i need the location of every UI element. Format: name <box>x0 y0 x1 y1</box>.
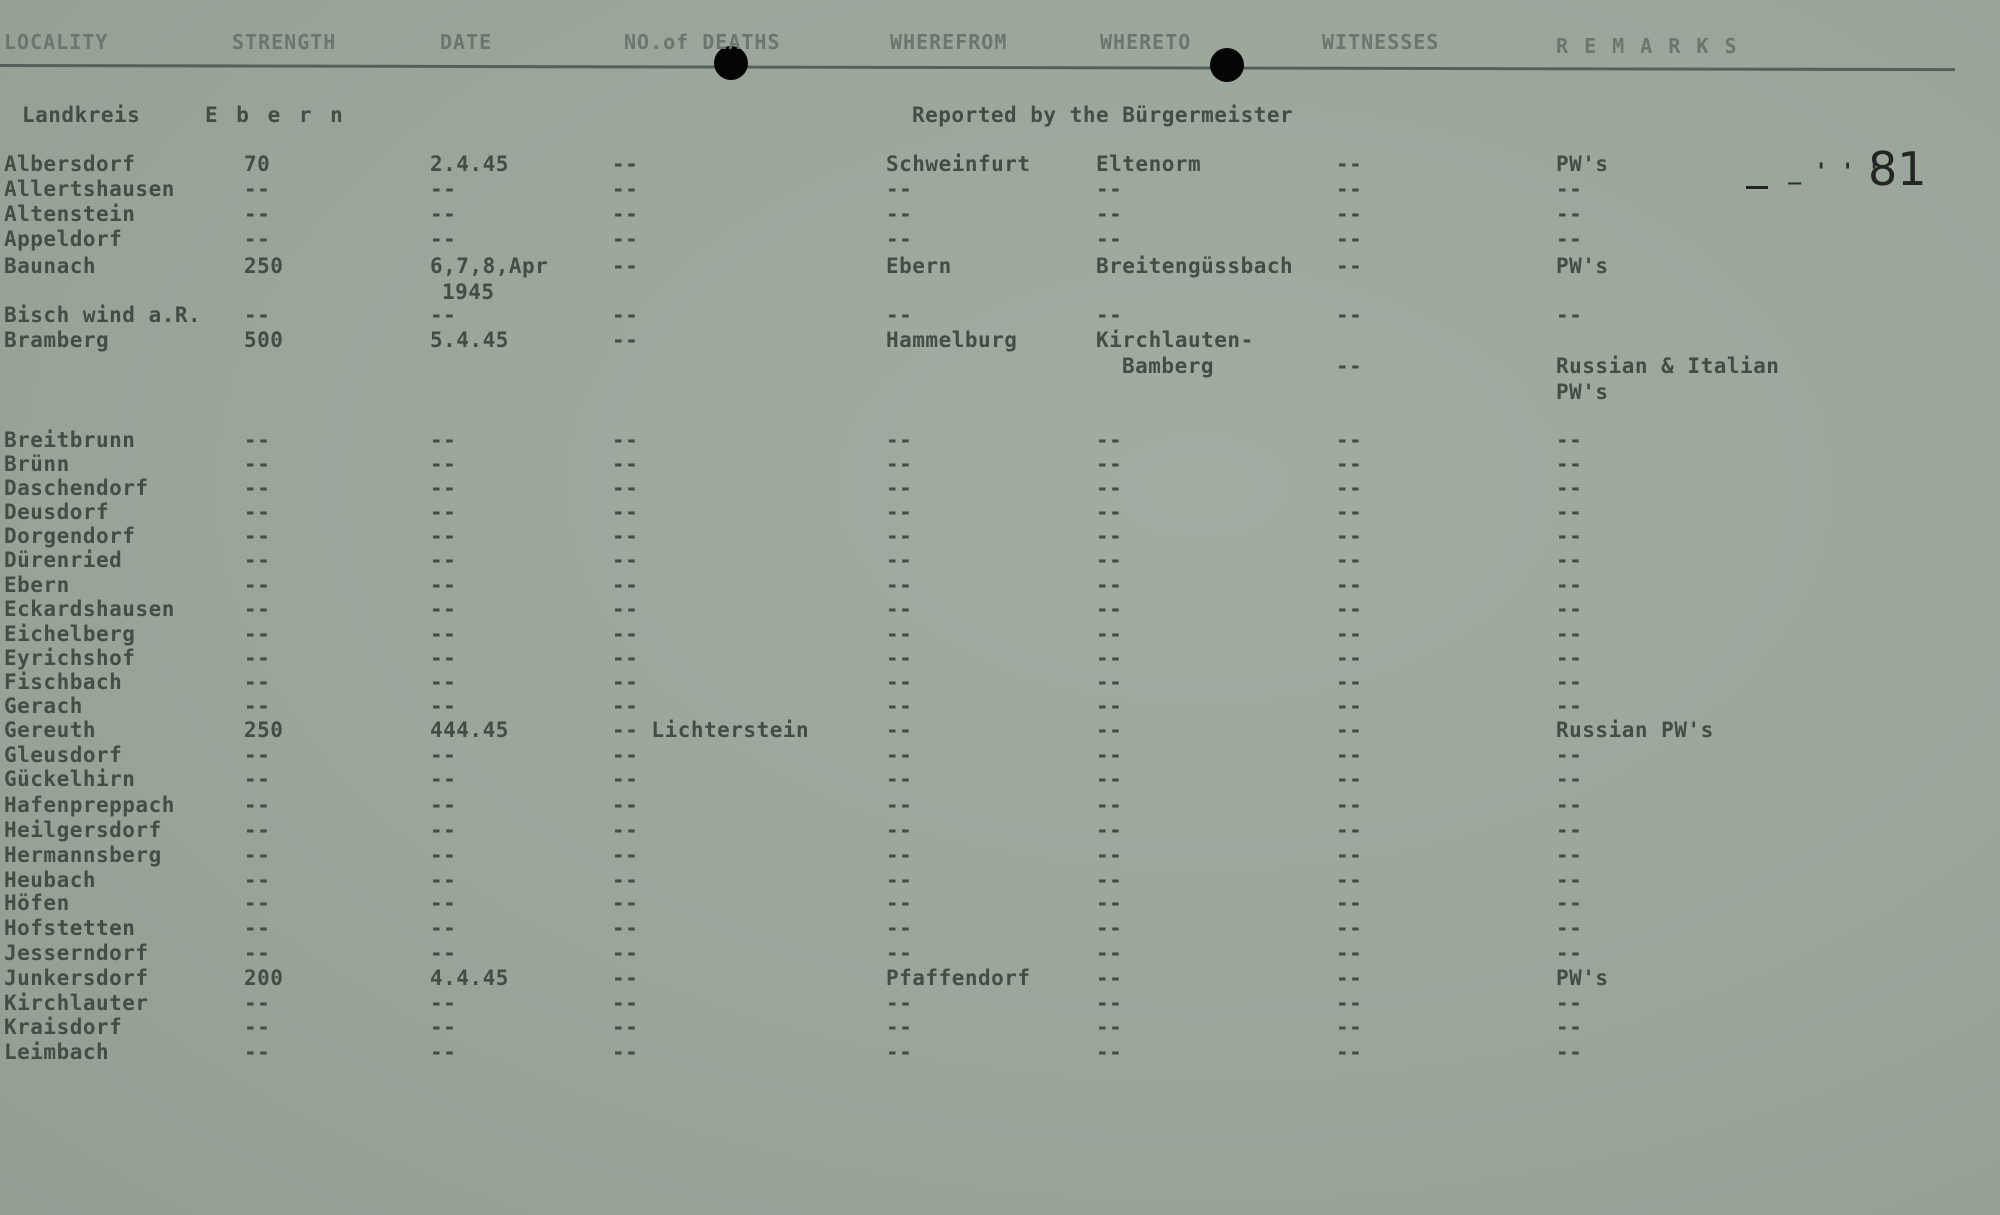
cell-strength: 70 <box>244 152 271 176</box>
cell-locality: Hermannsberg <box>4 843 162 867</box>
cell-whereto: -- <box>1096 891 1123 915</box>
cell-wherefrom: Hammelburg <box>886 328 1018 352</box>
cell-date: -- <box>430 843 457 867</box>
cell-deaths: -- <box>612 694 639 718</box>
card-number: 81 <box>1868 142 1927 196</box>
cell-deaths: -- <box>612 1015 639 1039</box>
cell-wherefrom: -- <box>886 868 913 892</box>
cell-wherefrom: -- <box>886 500 913 524</box>
cell-remarks: -- <box>1556 694 1583 718</box>
cell-strength: -- <box>244 202 271 226</box>
cell-locality: Heilgersdorf <box>4 818 162 842</box>
cell-remarks: -- <box>1556 500 1583 524</box>
cell-remarks: -- <box>1556 524 1583 548</box>
cell-deaths: -- <box>612 868 639 892</box>
cell-remarks: -- <box>1556 1040 1583 1064</box>
cell-witnesses: -- <box>1336 476 1363 500</box>
cell-strength: -- <box>244 743 271 767</box>
cell-date: -- <box>430 767 457 791</box>
cell-whereto: -- <box>1096 202 1123 226</box>
cell-date: -- <box>430 991 457 1015</box>
cell-locality: Jesserndorf <box>4 941 149 965</box>
cell-remarks: -- <box>1556 452 1583 476</box>
cell-whereto: -- <box>1096 793 1123 817</box>
cell-wherefrom: -- <box>886 670 913 694</box>
cell-witnesses: -- <box>1336 202 1363 226</box>
cell-whereto: -- <box>1096 670 1123 694</box>
cell-witnesses: -- <box>1336 767 1363 791</box>
cell-date: -- <box>430 1040 457 1064</box>
cell-locality: Kraisdorf <box>4 1015 123 1039</box>
cell-date: -- <box>430 573 457 597</box>
cell-remarks: -- <box>1556 843 1583 867</box>
cell-wherefrom: -- <box>886 597 913 621</box>
cell-locality: Appeldorf <box>4 227 123 251</box>
cell-witnesses: -- <box>1336 743 1363 767</box>
cell-date: -- <box>430 941 457 965</box>
cell-locality: Eyrichshof <box>4 646 136 670</box>
cell-date: -- <box>430 818 457 842</box>
punch-hole-right <box>1210 48 1244 82</box>
cell-wherefrom: -- <box>886 941 913 965</box>
cell-strength: -- <box>244 597 271 621</box>
cell-date: -- <box>430 670 457 694</box>
cell-whereto-continued: Bamberg <box>1122 354 1215 378</box>
cell-date: -- <box>430 891 457 915</box>
cell-whereto: -- <box>1096 818 1123 842</box>
cell-strength: -- <box>244 500 271 524</box>
district-label: Landkreis <box>22 103 141 127</box>
cell-wherefrom: -- <box>886 718 913 742</box>
cell-wherefrom: -- <box>886 622 913 646</box>
cell-strength: -- <box>244 428 271 452</box>
cell-witnesses: -- <box>1336 500 1363 524</box>
cell-locality: Gückelhirn <box>4 767 136 791</box>
cell-remarks: -- <box>1556 227 1583 251</box>
cell-strength: -- <box>244 670 271 694</box>
cell-locality: Breitbrunn <box>4 428 136 452</box>
cell-witnesses: -- <box>1336 177 1363 201</box>
cell-locality: Bisch wind a.R. <box>4 303 202 327</box>
cell-strength: 500 <box>244 328 284 352</box>
cell-strength: -- <box>244 227 271 251</box>
cell-wherefrom: -- <box>886 177 913 201</box>
cell-locality: Leimbach <box>4 1040 110 1064</box>
cell-deaths: -- <box>612 152 639 176</box>
cell-witnesses: -- <box>1336 818 1363 842</box>
cell-witnesses: -- <box>1336 548 1363 572</box>
cell-wherefrom: -- <box>886 476 913 500</box>
cell-date: -- <box>430 548 457 572</box>
cell-locality: Baunach <box>4 254 97 278</box>
cell-whereto: -- <box>1096 303 1123 327</box>
cell-whereto: -- <box>1096 694 1123 718</box>
cell-witnesses: -- <box>1336 428 1363 452</box>
cell-strength: -- <box>244 916 271 940</box>
cell-strength: 250 <box>244 254 284 278</box>
cell-whereto: -- <box>1096 843 1123 867</box>
cell-whereto: -- <box>1096 767 1123 791</box>
cell-deaths: -- <box>612 916 639 940</box>
cell-deaths: -- <box>612 202 639 226</box>
cell-date: -- <box>430 694 457 718</box>
cell-deaths: -- <box>612 843 639 867</box>
cell-remarks: -- <box>1556 646 1583 670</box>
cell-witnesses: -- <box>1336 152 1363 176</box>
cell-locality: Heubach <box>4 868 97 892</box>
cell-remarks: -- <box>1556 303 1583 327</box>
cell-remarks: -- <box>1556 818 1583 842</box>
cell-witnesses: -- <box>1336 354 1363 378</box>
cell-locality: Fischbach <box>4 670 123 694</box>
cell-deaths: -- <box>612 524 639 548</box>
cell-strength: -- <box>244 891 271 915</box>
cell-witnesses: -- <box>1336 646 1363 670</box>
header-date: DATE <box>440 30 493 54</box>
cell-whereto: Eltenorm <box>1096 152 1202 176</box>
cell-wherefrom: -- <box>886 793 913 817</box>
cell-date: -- <box>430 227 457 251</box>
cell-remarks: -- <box>1556 793 1583 817</box>
cell-locality: Dürenried <box>4 548 123 572</box>
cell-wherefrom: -- <box>886 843 913 867</box>
cell-whereto: -- <box>1096 524 1123 548</box>
cell-whereto: -- <box>1096 1040 1123 1064</box>
cell-deaths: -- <box>612 1040 639 1064</box>
cell-date: -- <box>430 452 457 476</box>
cell-strength: -- <box>244 646 271 670</box>
cell-remarks: PW's <box>1556 966 1609 990</box>
cell-wherefrom: -- <box>886 1040 913 1064</box>
cell-remarks: -- <box>1556 991 1583 1015</box>
corner-dash <box>1746 186 1768 189</box>
cell-whereto: -- <box>1096 868 1123 892</box>
cell-deaths: -- <box>612 500 639 524</box>
cell-remarks: -- <box>1556 868 1583 892</box>
header-wherefrom: WHEREFROM <box>890 30 1008 54</box>
cell-date: -- <box>430 868 457 892</box>
cell-witnesses: -- <box>1336 622 1363 646</box>
cell-locality: Höfen <box>4 891 70 915</box>
cell-whereto: -- <box>1096 227 1123 251</box>
cell-whereto: -- <box>1096 428 1123 452</box>
cell-wherefrom: -- <box>886 916 913 940</box>
cell-strength: -- <box>244 843 271 867</box>
cell-whereto: -- <box>1096 1015 1123 1039</box>
cell-deaths: -- <box>612 767 639 791</box>
cell-strength: -- <box>244 868 271 892</box>
cell-locality: Hafenpreppach <box>4 793 175 817</box>
cell-date: 5.4.45 <box>430 328 509 352</box>
cell-strength: -- <box>244 573 271 597</box>
cell-strength: -- <box>244 476 271 500</box>
cell-witnesses: -- <box>1336 694 1363 718</box>
cell-deaths: -- <box>612 966 639 990</box>
cell-witnesses: -- <box>1336 941 1363 965</box>
cell-wherefrom: -- <box>886 428 913 452</box>
cell-date: -- <box>430 202 457 226</box>
header-locality: LOCALITY <box>4 30 109 54</box>
cell-strength: -- <box>244 524 271 548</box>
cell-deaths: -- <box>612 573 639 597</box>
cell-remarks: -- <box>1556 202 1583 226</box>
cell-date: 2.4.45 <box>430 152 509 176</box>
cell-locality: Daschendorf <box>4 476 149 500</box>
cell-locality: Hofstetten <box>4 916 136 940</box>
cell-strength: -- <box>244 303 271 327</box>
cell-remarks: -- <box>1556 573 1583 597</box>
cell-wherefrom: -- <box>886 303 913 327</box>
cell-strength: -- <box>244 818 271 842</box>
cell-whereto: -- <box>1096 941 1123 965</box>
reported-by: Reported by the Bürgermeister <box>912 103 1294 127</box>
header-witnesses: WITNESSES <box>1322 30 1440 54</box>
cell-deaths: -- <box>612 227 639 251</box>
cell-deaths: -- <box>612 177 639 201</box>
cell-witnesses: -- <box>1336 718 1363 742</box>
cell-whereto: -- <box>1096 622 1123 646</box>
header-deaths: NO.of DEATHS <box>624 30 781 54</box>
cell-witnesses: -- <box>1336 670 1363 694</box>
cell-wherefrom: -- <box>886 646 913 670</box>
cell-locality: Brünn <box>4 452 70 476</box>
cell-whereto: -- <box>1096 743 1123 767</box>
cell-deaths: -- <box>612 743 639 767</box>
cell-date: -- <box>430 916 457 940</box>
cell-whereto: -- <box>1096 548 1123 572</box>
cell-strength: -- <box>244 991 271 1015</box>
cell-locality: Altenstein <box>4 202 136 226</box>
cell-witnesses: -- <box>1336 916 1363 940</box>
cell-deaths: -- <box>612 428 639 452</box>
cell-whereto: Breitengüssbach <box>1096 254 1294 278</box>
cell-remarks: Russian PW's <box>1556 718 1714 742</box>
cell-strength: -- <box>244 1040 271 1064</box>
cell-locality: Gerach <box>4 694 83 718</box>
cell-locality: Dorgendorf <box>4 524 136 548</box>
cell-whereto: -- <box>1096 452 1123 476</box>
cell-wherefrom: -- <box>886 548 913 572</box>
cell-date: -- <box>430 500 457 524</box>
cell-deaths: -- <box>612 548 639 572</box>
cell-date-continued: 1945 <box>442 280 495 304</box>
cell-deaths: -- <box>612 646 639 670</box>
cell-remarks: -- <box>1556 428 1583 452</box>
cell-strength: -- <box>244 1015 271 1039</box>
cell-strength: -- <box>244 622 271 646</box>
cell-wherefrom: -- <box>886 1015 913 1039</box>
cell-strength: -- <box>244 793 271 817</box>
cell-whereto: -- <box>1096 476 1123 500</box>
cell-deaths: -- <box>612 941 639 965</box>
cell-witnesses: -- <box>1336 524 1363 548</box>
cell-date: 4.4.45 <box>430 966 509 990</box>
header-rule <box>0 64 1955 71</box>
cell-witnesses: -- <box>1336 1040 1363 1064</box>
cell-wherefrom: Ebern <box>886 254 952 278</box>
corner-mark: _ ' ' ' <box>1788 160 1881 185</box>
cell-deaths: -- <box>612 622 639 646</box>
cell-witnesses: -- <box>1336 227 1363 251</box>
cell-witnesses: -- <box>1336 793 1363 817</box>
cell-date: -- <box>430 646 457 670</box>
cell-deaths: -- <box>612 303 639 327</box>
cell-strength: -- <box>244 767 271 791</box>
cell-wherefrom: Pfaffendorf <box>886 966 1031 990</box>
cell-deaths: -- <box>612 670 639 694</box>
cell-date: -- <box>430 793 457 817</box>
cell-locality: Deusdorf <box>4 500 110 524</box>
cell-remarks: -- <box>1556 622 1583 646</box>
cell-date: 6,7,8,Apr <box>430 254 549 278</box>
cell-remarks: Russian & Italian <box>1556 354 1780 378</box>
cell-locality: Kirchlauter <box>4 991 149 1015</box>
header-remarks: R E M A R K S <box>1556 34 1739 58</box>
cell-strength: -- <box>244 452 271 476</box>
cell-locality: Eckardshausen <box>4 597 175 621</box>
cell-strength: -- <box>244 548 271 572</box>
cell-date: -- <box>430 1015 457 1039</box>
cell-deaths: -- <box>612 254 639 278</box>
cell-locality: Gleusdorf <box>4 743 123 767</box>
cell-remarks: -- <box>1556 476 1583 500</box>
cell-locality: Ebern <box>4 573 70 597</box>
cell-date: -- <box>430 428 457 452</box>
cell-remarks-continued: PW's <box>1556 380 1609 404</box>
cell-whereto: -- <box>1096 966 1123 990</box>
cell-witnesses: -- <box>1336 891 1363 915</box>
cell-witnesses: -- <box>1336 966 1363 990</box>
cell-locality: Junkersdorf <box>4 966 149 990</box>
cell-remarks: -- <box>1556 1015 1583 1039</box>
cell-wherefrom: -- <box>886 743 913 767</box>
district-name: E b e r n <box>205 103 346 127</box>
cell-remarks: -- <box>1556 767 1583 791</box>
cell-whereto: -- <box>1096 597 1123 621</box>
cell-wherefrom: -- <box>886 767 913 791</box>
cell-deaths: -- <box>612 818 639 842</box>
cell-remarks: -- <box>1556 743 1583 767</box>
cell-locality: Allertshausen <box>4 177 175 201</box>
cell-locality: Albersdorf <box>4 152 136 176</box>
cell-remarks: -- <box>1556 597 1583 621</box>
cell-strength: 250 <box>244 718 284 742</box>
cell-witnesses: -- <box>1336 452 1363 476</box>
cell-date: -- <box>430 524 457 548</box>
cell-deaths: -- <box>612 793 639 817</box>
cell-wherefrom: -- <box>886 202 913 226</box>
cell-date: 444.45 <box>430 718 509 742</box>
cell-whereto: -- <box>1096 646 1123 670</box>
cell-strength: -- <box>244 694 271 718</box>
cell-wherefrom: -- <box>886 573 913 597</box>
cell-remarks: -- <box>1556 548 1583 572</box>
cell-whereto: -- <box>1096 991 1123 1015</box>
cell-witnesses: -- <box>1336 868 1363 892</box>
cell-witnesses: -- <box>1336 1015 1363 1039</box>
cell-remarks: -- <box>1556 177 1583 201</box>
cell-date: -- <box>430 743 457 767</box>
cell-date: -- <box>430 622 457 646</box>
cell-date: -- <box>430 597 457 621</box>
cell-deaths: -- <box>612 597 639 621</box>
cell-whereto: -- <box>1096 500 1123 524</box>
cell-locality: Gereuth <box>4 718 97 742</box>
cell-strength: 200 <box>244 966 284 990</box>
cell-whereto: -- <box>1096 718 1123 742</box>
cell-deaths: -- <box>612 452 639 476</box>
cell-strength: -- <box>244 177 271 201</box>
cell-wherefrom: -- <box>886 524 913 548</box>
cell-witnesses: -- <box>1336 597 1363 621</box>
cell-deaths: -- <box>612 991 639 1015</box>
cell-whereto: -- <box>1096 177 1123 201</box>
cell-remarks: -- <box>1556 941 1583 965</box>
header-whereto: WHERETO <box>1100 30 1192 54</box>
cell-witnesses: -- <box>1336 843 1363 867</box>
cell-wherefrom: -- <box>886 694 913 718</box>
cell-remarks: -- <box>1556 891 1583 915</box>
cell-wherefrom: -- <box>886 227 913 251</box>
cell-remarks: -- <box>1556 670 1583 694</box>
cell-wherefrom: -- <box>886 991 913 1015</box>
cell-locality: Bramberg <box>4 328 110 352</box>
cell-whereto: -- <box>1096 916 1123 940</box>
cell-wherefrom: Schweinfurt <box>886 152 1031 176</box>
cell-wherefrom: -- <box>886 891 913 915</box>
header-strength: STRENGTH <box>232 30 337 54</box>
cell-deaths: -- <box>612 891 639 915</box>
cell-strength: -- <box>244 941 271 965</box>
cell-deaths: -- <box>612 328 639 352</box>
cell-date: -- <box>430 177 457 201</box>
cell-whereto: -- <box>1096 573 1123 597</box>
cell-wherefrom: -- <box>886 818 913 842</box>
cell-date: -- <box>430 476 457 500</box>
cell-witnesses: -- <box>1336 303 1363 327</box>
cell-deaths: -- <box>612 476 639 500</box>
cell-wherefrom: -- <box>886 452 913 476</box>
cell-date: -- <box>430 303 457 327</box>
cell-remarks: PW's <box>1556 152 1609 176</box>
cell-whereto: Kirchlauten- <box>1096 328 1254 352</box>
cell-witnesses: -- <box>1336 991 1363 1015</box>
cell-remarks: -- <box>1556 916 1583 940</box>
cell-witnesses: -- <box>1336 573 1363 597</box>
cell-witnesses: -- <box>1336 254 1363 278</box>
cell-deaths: -- Lichterstein <box>612 718 810 742</box>
cell-remarks: PW's <box>1556 254 1609 278</box>
cell-locality: Eichelberg <box>4 622 136 646</box>
